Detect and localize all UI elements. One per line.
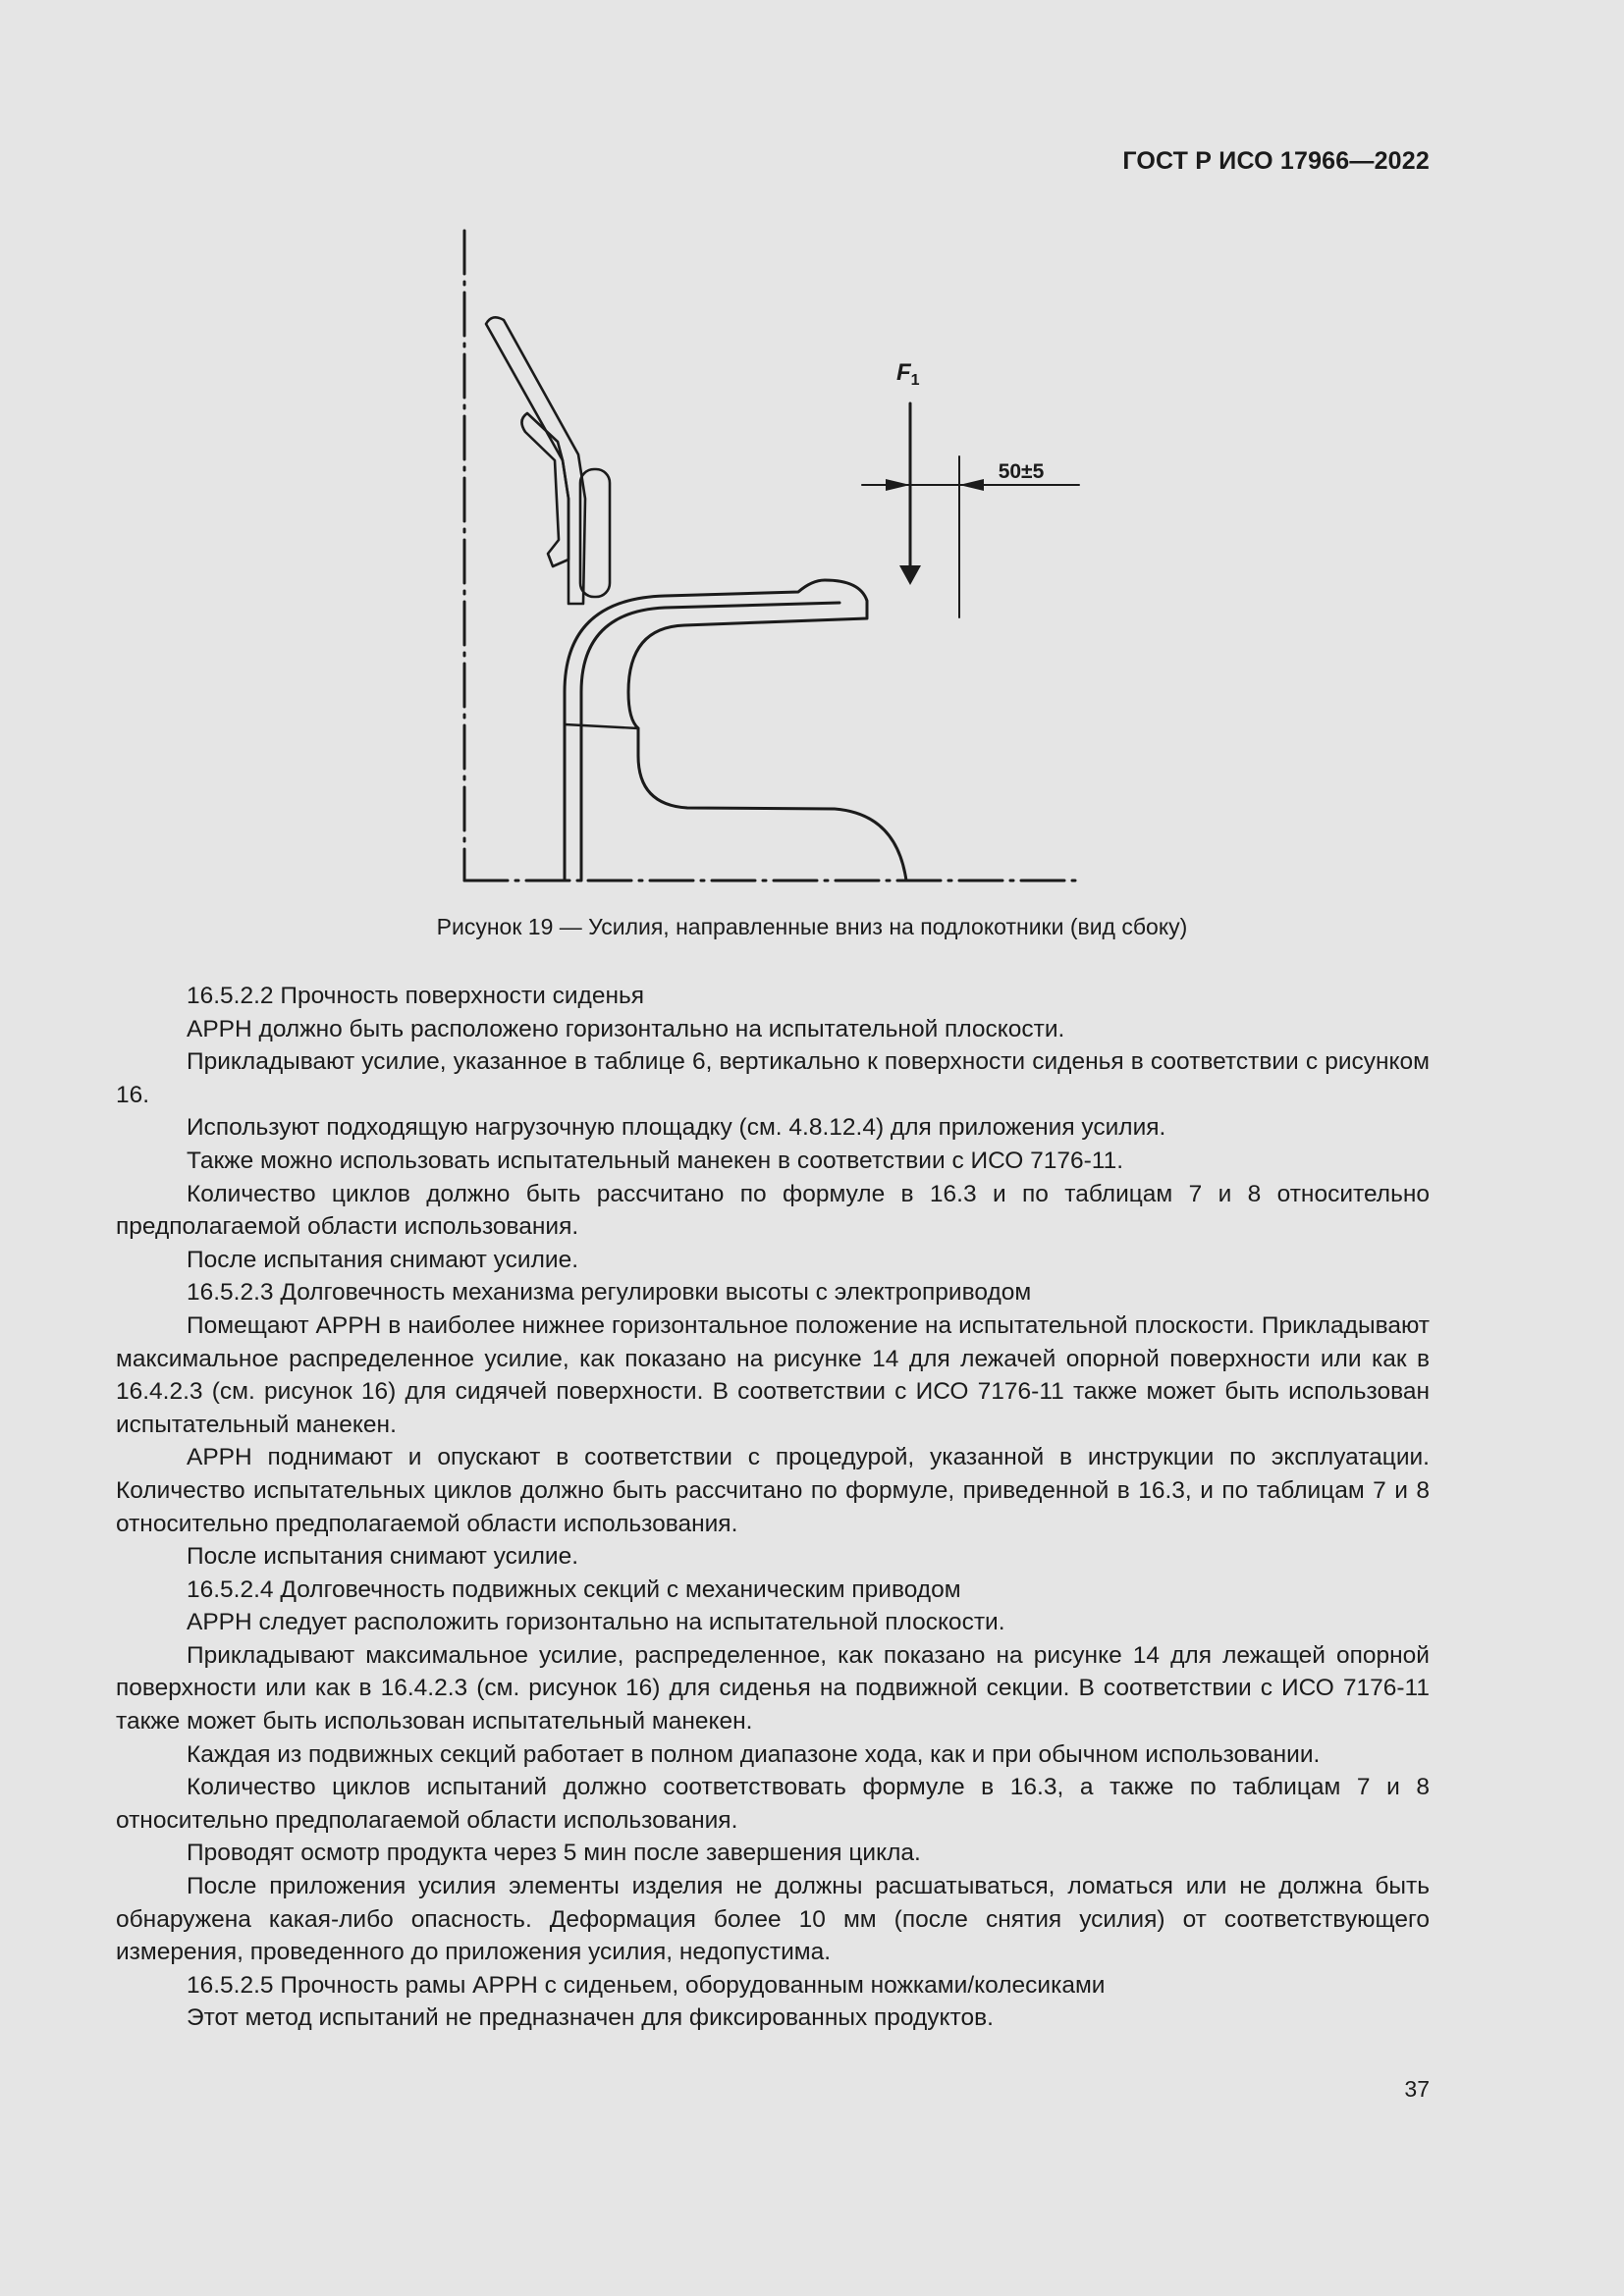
paragraph: После приложения усилия элементы изделия не должны расшатываться, ломаться или не должна быть обнаружена какая-либо опасность. Деформация более 10 мм (после снятия усилия) от соответствующего измерения, проведенного до приложения усилия, недопустима.: [116, 1873, 1430, 1966]
document-header: ГОСТ Р ИСО 17966—2022: [1122, 147, 1430, 175]
force-arrow-head: [899, 565, 921, 585]
paragraph: После испытания снимают усилие.: [187, 1543, 579, 1571]
force-label-subscript: 1: [910, 372, 920, 389]
paragraph: Также можно использовать испытательный манекен в соответствии с ИСО 7176-11.: [187, 1147, 1124, 1174]
paragraph: АРРН следует расположить горизонтально на испытательной плоскости.: [187, 1609, 1005, 1636]
paragraph: Помещают АРРН в наиболее нижнее горизонтальное положение на испытательной плоскости. Прикладывают максимальное распределенное усилие, как показано на рисунке 14 для лежачей опорной поверхности или как в 16.4.2.3 (см. рисунок 16) для сидячей поверхности. В соответствии с ИСО 7176-11 также может быть использован испытательный манекен.: [116, 1311, 1430, 1438]
force-label: [896, 359, 920, 389]
section-heading: 16.5.2.5 Прочность рамы АРРН с сиденьем, оборудованным ножками/колесиками: [187, 1971, 1106, 1999]
paragraph: АРРН поднимают и опускают в соответствии с процедурой, указанной в инструкции по эксплуатации. Количество испытательных циклов должно быть рассчитано по формуле, приведенной в 16.3, и по таблицам 7 и 8 относительно предполагаемой области использования.: [116, 1444, 1430, 1537]
armrest-joint: [565, 724, 638, 728]
section-heading: 16.5.2.3 Долговечность механизма регулировки высоты с электроприводом: [187, 1279, 1032, 1307]
paragraph: Каждая из подвижных секций работает в полном диапазоне хода, как и при обычном использовании.: [187, 1740, 1321, 1768]
paragraph: Количество циклов должно быть рассчитано по формуле в 16.3 и по таблицам 7 и 8 относительно предполагаемой области использования.: [116, 1180, 1430, 1241]
paragraph: Проводят осмотр продукта через 5 мин после завершения цикла.: [187, 1840, 921, 1867]
page-number: 37: [1404, 2076, 1430, 2102]
paragraph: Прикладывают максимальное усилие, распределенное, как показано на рисунке 14 для лежащей опорной поверхности или как в 16.4.2.3 (см. рисунок 16) для сиденья на подвижной секции. В соответствии с ИСО 7176-11 также может быть использован испытательный манекен.: [116, 1641, 1430, 1735]
dimension-arrow-left: [886, 479, 910, 491]
force-label-symbol: F: [896, 359, 911, 386]
seat-lower-curve: [638, 728, 906, 881]
paragraph: АРРН должно быть расположено горизонтально на испытательной плоскости.: [187, 1015, 1065, 1042]
backrest-tube: [486, 317, 585, 604]
armrest-side-view-drawing: [447, 221, 1114, 898]
section-heading: 16.5.2.2 Прочность поверхности сиденья: [187, 983, 645, 1009]
figure-armrest-load: [447, 221, 1114, 898]
paragraph: Используют подходящую нагрузочную площадку (см. 4.8.12.4) для приложения усилия.: [187, 1114, 1166, 1142]
backrest-hook: [521, 413, 568, 566]
dimension-label: 50±5: [998, 460, 1045, 483]
section-heading: 16.5.2.4 Долговечность подвижных секций с механическим приводом: [187, 1575, 961, 1603]
body-text: [116, 980, 1430, 2035]
figure-caption: Рисунок 19 — Усилия, направленные вниз на подлокотники (вид сбоку): [436, 914, 1188, 939]
dimension-arrow-right: [959, 479, 984, 491]
paragraph: Количество циклов испытаний должно соответствовать формуле в 16.3, а также по таблицам 7 и 8 относительно предполагаемой области использования.: [116, 1774, 1430, 1834]
paragraph: После испытания снимают усилие.: [187, 1246, 579, 1273]
paragraph: Этот метод испытаний не предназначен для фиксированных продуктов.: [187, 2004, 994, 2032]
paragraph: Прикладывают усилие, указанное в таблице 6, вертикально к поверхности сиденья в соответствии с рисунком 16.: [116, 1048, 1430, 1108]
